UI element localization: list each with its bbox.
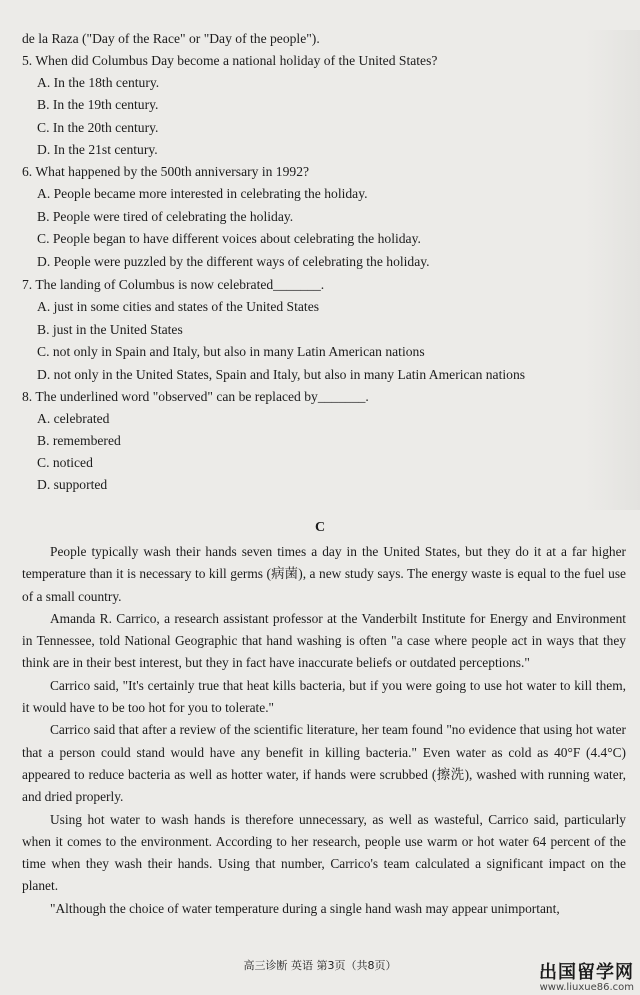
question-8-option-d: D. supported (37, 477, 108, 492)
question-7-option-a: A. just in some cities and states of the United States (37, 299, 320, 314)
paragraph-1: People typically wash their hands seven times a day in the United States, but they do it at a far higher temperature than it is necessary to kill germs (病菌), a new study says. The energy waste is equal to the fuel use of a small country. (22, 544, 626, 604)
question-8-option-b: B. remembered (37, 433, 121, 448)
question-6-option-a: A. People became more interested in celebrating the holiday. (37, 186, 368, 201)
question-6-option-b: B. People were tired of celebrating the holiday. (37, 209, 294, 224)
site-watermark (539, 958, 634, 993)
question-8: 8. The underlined word "observed" can be replaced by_______. (22, 389, 369, 404)
question-6-option-c: C. People began to have different voices about celebrating the holiday. (37, 231, 421, 246)
question-7-option-d: D. not only in the United States, Spain and Italy, but also in many Latin American nations (37, 367, 526, 382)
question-7: 7. The landing of Columbus is now celebrated_______. (22, 277, 325, 292)
question-6: 6. What happened by the 500th anniversary in 1992? (22, 164, 310, 179)
paragraph-6: "Although the choice of water temperature during a single hand wash may appear unimportant, (50, 900, 560, 916)
question-6-option-d: D. People were puzzled by the different ways of celebrating the holiday. (37, 254, 430, 269)
watermark-brand: 出国留学网 (539, 962, 634, 983)
paragraph-3: Carrico said, "It's certainly true that heat kills bacteria, but if you were going to use hot water to kill them, it would have to be too hot for you to tolerate." (22, 677, 626, 716)
question-7-option-c: C. not only in Spain and Italy, but also in many Latin American nations (37, 344, 425, 359)
paragraph-2: Amanda R. Carrico, a research assistant professor at the Vanderbilt Institute for Energy and Environment in Tennessee, told National Geographic that hand washing is often "a case where people act in ways that they think are in their best interest, but they in fact have inaccurate beliefs or outdated perceptions." (22, 610, 626, 671)
question-5-option-d: D. In the 21st century. (37, 142, 158, 157)
bleed-through-shadow (585, 30, 640, 510)
section-c-heading: C (314, 520, 326, 535)
section-c-passage (22, 541, 626, 920)
page-footer: 高三诊断 英语 第3页（共8页） (243, 959, 397, 972)
paragraph-4: Carrico said that after a review of the scientific literature, her team found "no evidence that using hot water that a person could stand would have any benefit in killing bacteria." Even water as cold as 40°F (4.4°C) appeared to reduce bacteria as well as hotter water, if hands were scrubbed (擦洗), washed with running water, and dried properly. (22, 722, 626, 805)
question-7-option-b: B. just in the United States (37, 322, 183, 337)
paragraph-5: Using hot water to wash hands is therefore unnecessary, as well as wasteful, Carrico said, particularly when it comes to the environment. According to her research, people use warm or hot water 64 percent of the time when they wash their hands. Using that number, Carrico's team calculated a significant impact on the planet. (22, 811, 626, 894)
question-8-option-a: A. celebrated (37, 411, 110, 426)
question-8-option-c: C. noticed (37, 455, 93, 470)
watermark-url: www.liuxue86.com (539, 982, 634, 993)
passage-b-tail: de la Raza ("Day of the Race" or "Day of the people"). (22, 31, 320, 46)
question-5-option-c: C. In the 20th century. (37, 120, 159, 135)
question-5-option-b: B. In the 19th century. (37, 97, 159, 112)
question-5-option-a: A. In the 18th century. (37, 75, 160, 90)
question-5: 5. When did Columbus Day become a national holiday of the United States? (22, 53, 438, 68)
